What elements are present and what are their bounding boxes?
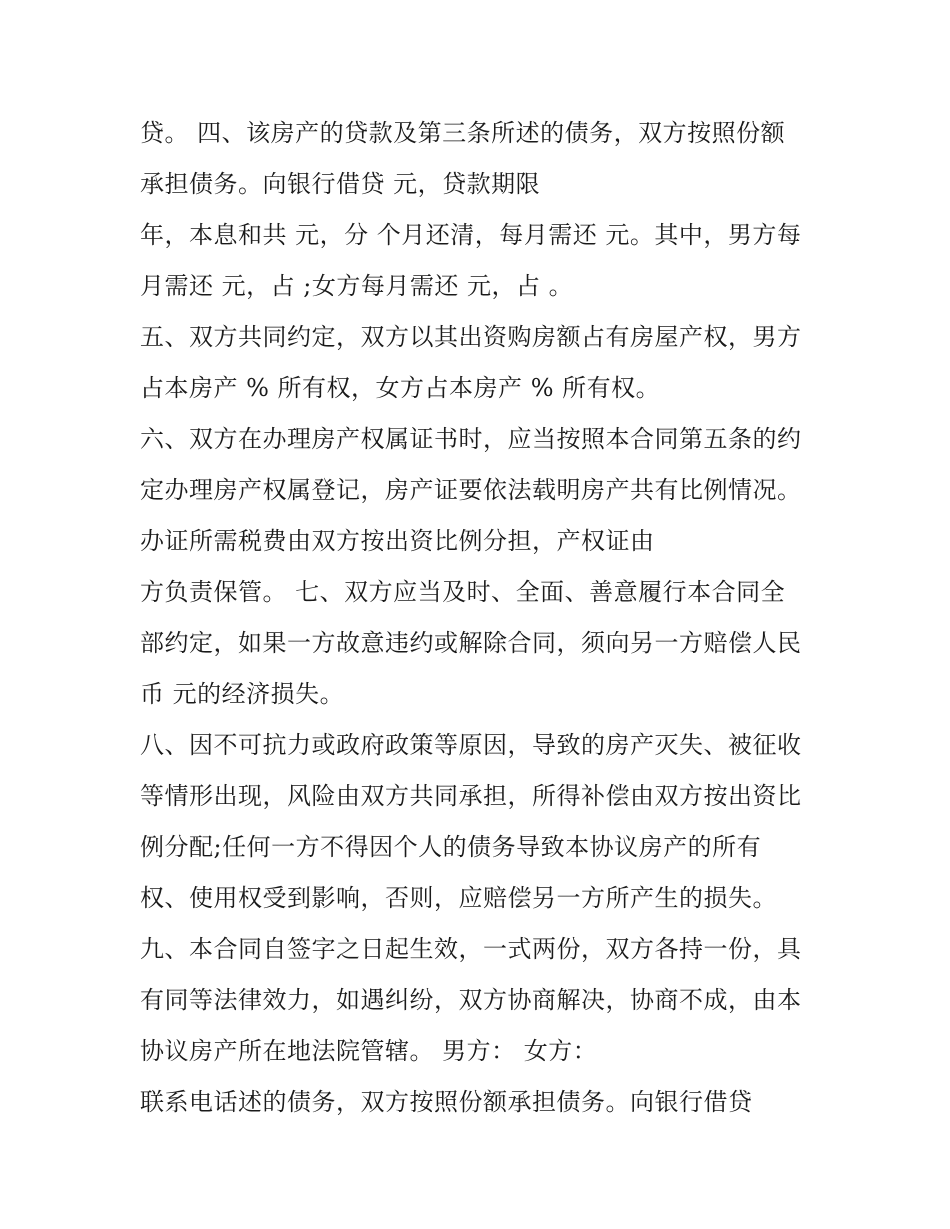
text-line: 部约定，如果一方故意违约或解除合同，须向另一方赔偿人民: [140, 629, 802, 657]
text-line: 占本房产 % 所有权，女方占本房产 % 所有权。: [140, 374, 661, 402]
text-line: 权、使用权受到影响，否则，应赔偿另一方所产生的损失。: [140, 884, 777, 912]
text-line: 协议房产所在地法院管辖。 男方： 女方：: [140, 1037, 598, 1065]
text-line: 办证所需税费由双方按出资比例分担，产权证由: [140, 527, 655, 555]
text-line: 年，本息和共 元，分 个月还清，每月需还 元。其中，男方每: [140, 221, 802, 249]
text-line: 例分配;任何一方不得因个人的债务导致本协议房产的所有: [140, 833, 762, 861]
text-line: 承担债务。向银行借贷 元，贷款期限: [140, 170, 541, 198]
text-line: 六、双方在办理房产权属证书时，应当按照本合同第五条的约: [140, 425, 802, 453]
text-line: 定办理房产权属登记，房产证要依法载明房产共有比例情况。: [140, 476, 802, 504]
text-line: 五、双方共同约定，双方以其出资购房额占有房屋产权，男方: [140, 323, 802, 351]
text-line: 方负责保管。 七、双方应当及时、全面、善意履行本合同全: [140, 578, 786, 606]
text-line: 有同等法律效力，如遇纠纷，双方协商解决，协商不成，由本: [140, 986, 802, 1014]
text-line: 八、因不可抗力或政府政策等原因，导致的房产灭失、被征收: [140, 731, 802, 759]
text-line: 联系电话述的债务，双方按照份额承担债务。向银行借贷: [140, 1088, 753, 1116]
text-line: 月需还 元，占 ;女方每月需还 元，占 。: [140, 272, 574, 300]
text-line: 等情形出现，风险由双方共同承担，所得补偿由双方按出资比: [140, 782, 802, 810]
text-line: 九、本合同自签字之日起生效，一式两份，双方各持一份，具: [140, 935, 802, 963]
text-line: 贷。 四、该房产的贷款及第三条所述的债务，双方按照份额: [140, 119, 786, 147]
text-line: 币 元的经济损失。: [140, 680, 345, 708]
document-body: [140, 108, 840, 1128]
